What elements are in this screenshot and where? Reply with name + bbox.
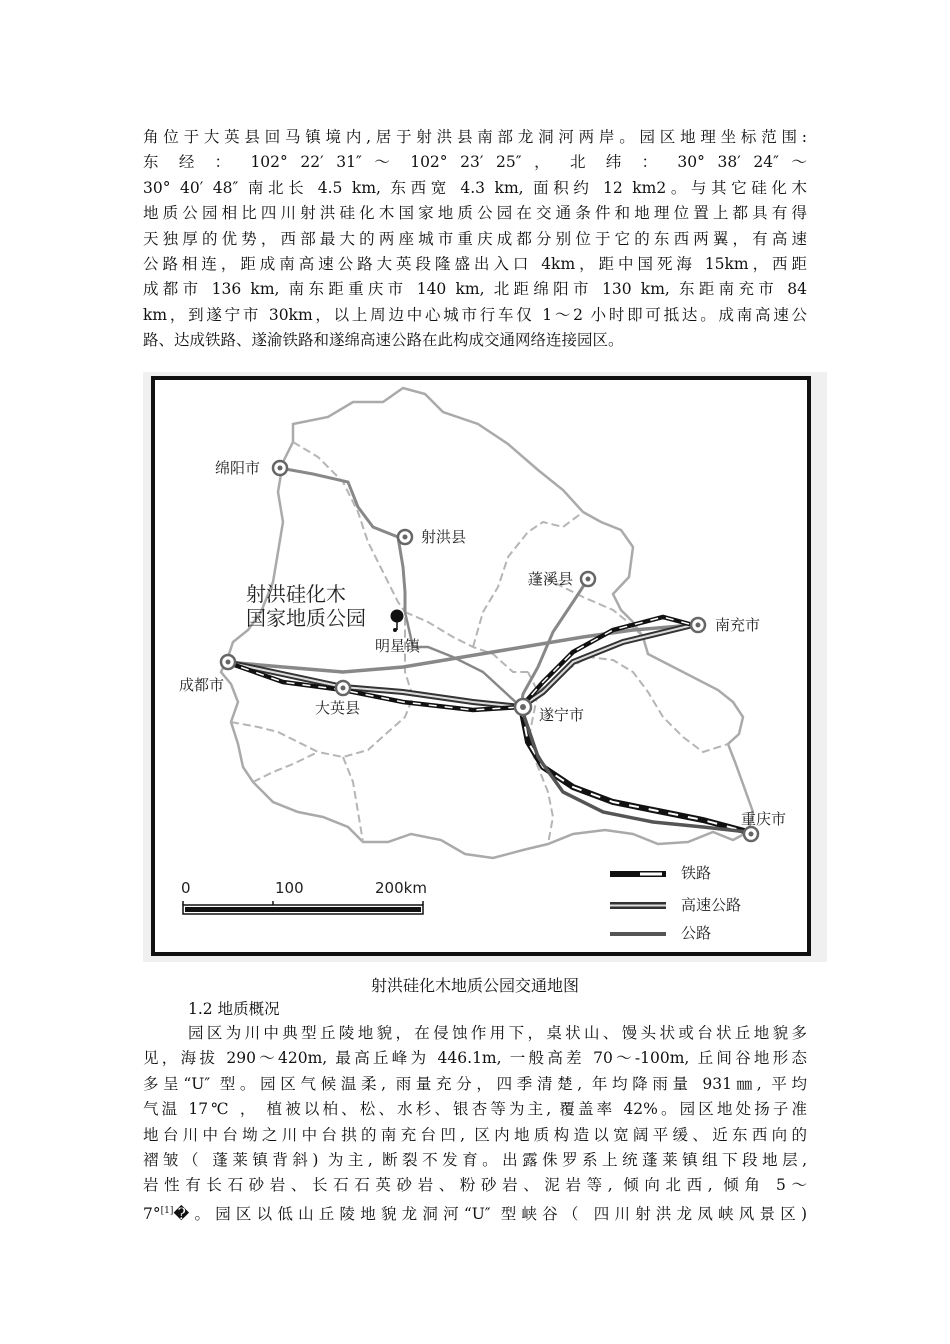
text-line: 路、达成铁路、遂渝铁路和遂绵高速公路在此构成交通网络连接园区。 <box>143 331 624 350</box>
text-line: 角位于大英县回马镇境内,居于射洪县南部龙洞河两岸。园区地理坐标范围: <box>143 128 807 146</box>
city-marker-pengxi <box>581 572 595 586</box>
text-line: 岩性有长石砂岩、长石石英砂岩、粉砂岩、泥岩等, 倾向北西, 倾角 5～ <box>143 1176 807 1195</box>
text-line: 见，海拔 290～420m, 最高丘峰为 446.1m, 一般高差 70～-100m, 丘间谷地形态 <box>143 1049 807 1068</box>
city-marker-chongqing <box>744 827 758 841</box>
label-shehong: 射洪县 <box>421 528 467 546</box>
traffic-map <box>143 372 827 962</box>
label-suining: 遂宁市 <box>539 706 585 724</box>
traffic-map-figure <box>143 372 827 962</box>
scale-label-zero: 0 <box>181 879 191 897</box>
geology-paragraph <box>143 1021 807 1227</box>
label-chengdu: 成都市 <box>179 676 225 694</box>
text-line: 园区为川中典型丘陵地貌，在侵蚀作用下，桌状山、馒头状或台状丘地貌多 <box>188 1024 807 1042</box>
intro-paragraph <box>143 125 807 354</box>
text-line: 地台川中台坳之川中台拱的南充台凹, 区内地质构造以宽阔平缓、近东西向的 <box>143 1125 807 1144</box>
text-line: 成都市 136 km, 南东距重庆市 140 km, 北距绵阳市 130 km, 东距南充市 84 <box>143 280 807 299</box>
text-line: 公路相连，距成南高速公路大英段隆盛出入口 4km，距中国死海 15km，西距 <box>143 255 807 274</box>
text-line: 地质公园相比四川射洪硅化木国家地质公园在交通条件和地理位置上都具有得 <box>143 204 807 223</box>
city-marker-mianyang <box>273 461 287 475</box>
label-mianyang: 绵阳市 <box>215 459 261 477</box>
text-line: 多呈“U″ 型。园区气候温柔, 雨量充分，四季清楚, 年均降雨量 931㎜, 平均 <box>143 1074 807 1093</box>
text-fragment: �。园区以低山丘陵地貌龙洞河“U″ 型峡谷（ 四川射洪龙凤峡风景区) <box>173 1204 807 1223</box>
label-pengxi: 蓬溪县 <box>528 570 574 588</box>
label-mingxing: 明星镇 <box>375 637 421 655</box>
label-daying: 大英县 <box>315 699 361 717</box>
section-heading: 1.2 地质概况 <box>188 1000 280 1018</box>
scale-label-mid: 100 <box>275 879 304 897</box>
scale-label-end: 200km <box>375 879 427 897</box>
legend-railway-label: 铁路 <box>681 864 712 882</box>
city-marker-shehong <box>398 530 412 544</box>
park-label-line2: 国家地质公园 <box>246 606 366 630</box>
citation-ref[interactable]: [1] <box>160 1205 174 1216</box>
legend-expressway-label: 高速公路 <box>681 896 742 914</box>
text-line: 气温 17℃ ， 植被以柏、松、水杉、银杏等为主, 覆盖率 42%。园区地处扬子准 <box>143 1100 807 1119</box>
city-marker-daying <box>336 681 350 695</box>
park-label-line1: 射洪硅化木 <box>246 582 346 606</box>
city-marker-chengdu <box>221 655 235 669</box>
city-marker-nanchong <box>691 618 705 632</box>
text-line: 褶皱（ 蓬莱镇背斜) 为主, 断裂不发育。出露侏罗系上统蓬莱镇组下段地层, <box>143 1151 807 1170</box>
text-line <box>143 1199 807 1227</box>
text-line: 30° 40′ 48″ 南北长 4.5 km, 东西宽 4.3 km, 面积约 12 km2。与其它硅化木 <box>143 178 807 197</box>
text-fragment: 7° <box>143 1204 161 1223</box>
text-line: 天独厚的优势，西部最大的两座城市重庆成都分别位于它的东西两翼，有高速 <box>143 229 807 248</box>
label-nanchong: 南充市 <box>715 616 761 634</box>
figure-caption: 射洪硅化木地质公园交通地图 <box>370 976 579 995</box>
text-line: km，到遂宁市 30km，以上周边中心城市行车仅 1～2 小时即可抵达。成南高速公 <box>143 305 807 324</box>
text-line: 东 经 ： 102° 22′ 31″ ～ 102° 23′ 25″ ， 北 纬 ： 30° 38′ 24″ ～ <box>143 153 807 172</box>
legend-railway-dash <box>640 873 662 876</box>
legend-road-label: 公路 <box>681 924 712 942</box>
legend-road-swatch <box>610 932 666 936</box>
label-chongqing: 重庆市 <box>741 810 787 828</box>
city-marker-suining <box>515 699 531 715</box>
legend-expressway-inner <box>610 905 666 907</box>
